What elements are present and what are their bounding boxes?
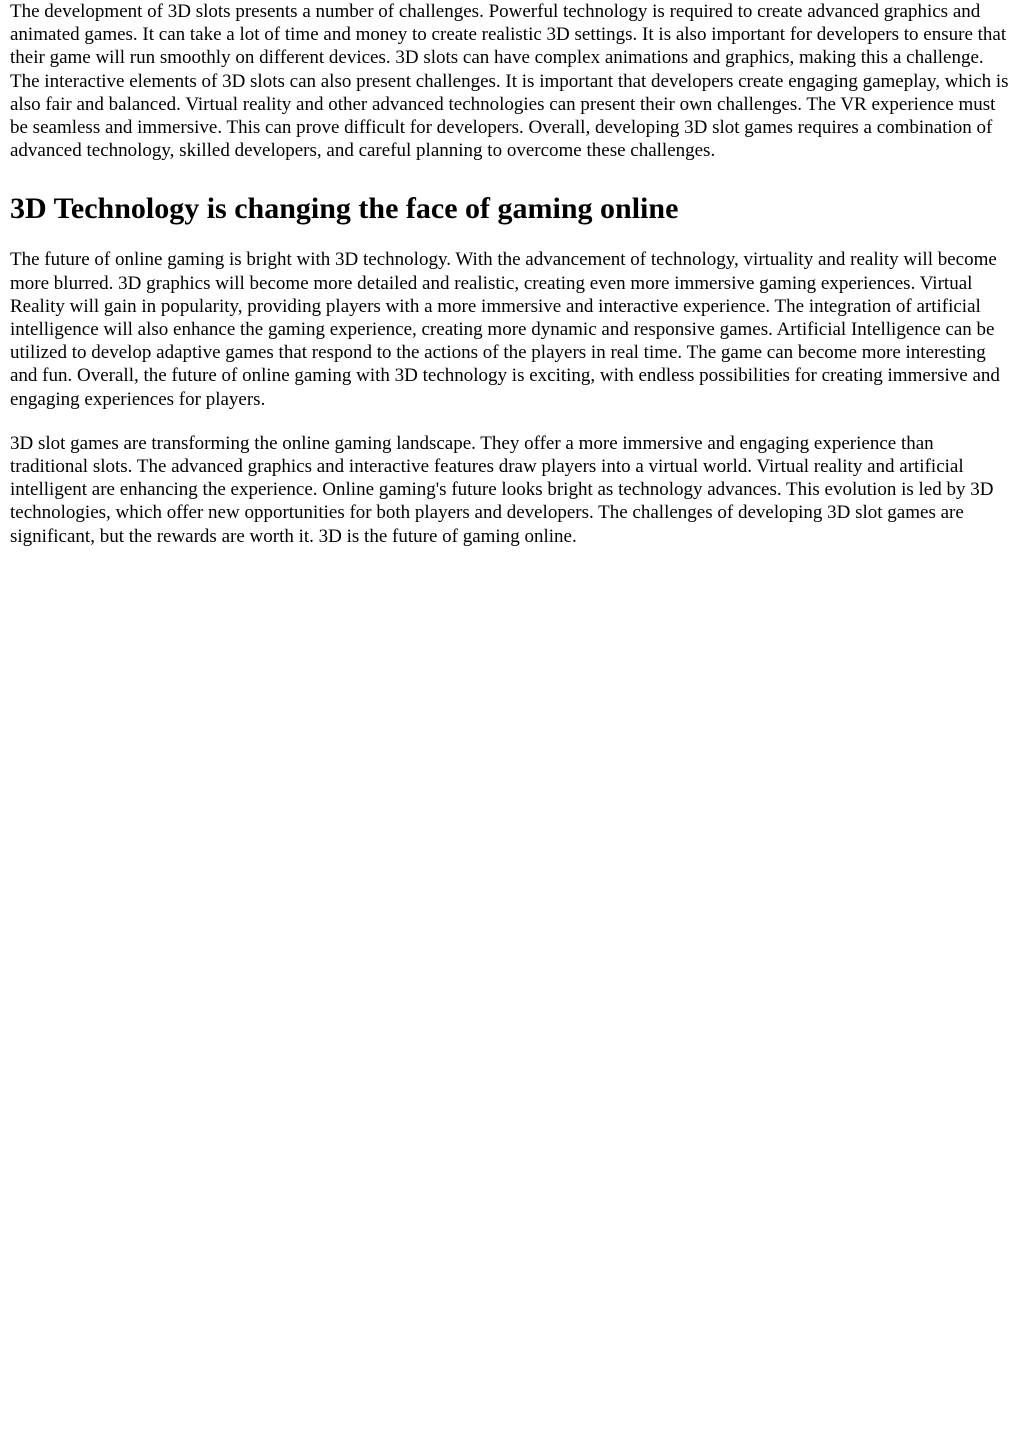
- conclusion-paragraph: 3D slot games are transforming the online gaming landscape. They offer a more immersive and engaging experience than traditional slots. The advanced graphics and interactive features draw players into a virtual world. Virtual reality and artificial intelligent are enhancing the experience. Online gaming's future looks bright as technology advances. This evolution is led by 3D technologies, which offer new opportunities for both players and developers. The challenges of developing 3D slot games are significant, but the rewards are worth it. 3D is the future of gaming online.: [10, 432, 994, 547]
- section-heading: 3D Technology is changing the face of gaming online: [10, 192, 679, 226]
- future-paragraph: The future of online gaming is bright with 3D technology. With the advancement of technology, virtuality and reality will become more blurred. 3D graphics will become more detailed and realistic, creating even more immersive gaming experiences. Virtual Reality will gain in popularity, providing players with a more immersive and interactive experience. The integration of artificial intelligence will also enhance the gaming experience, creating more dynamic and responsive games. Artificial Intelligence can be utilized to develop adaptive games that respond to the actions of the players in real time. The game can become more interesting and fun. Overall, the future of online gaming with 3D technology is exciting, with endless possibilities for creating immersive and engaging experiences for players.: [10, 249, 1000, 410]
- article-body: [10, 0, 1016, 548]
- intro-paragraph: The development of 3D slots presents a number of challenges. Powerful technology is required to create advanced graphics and animated games. It can take a lot of time and money to create realistic 3D settings. It is also important for developers to ensure that their game will run smoothly on different devices. 3D slots can have complex animations and graphics, making this a challenge. The interactive elements of 3D slots can also present challenges. It is important that developers create engaging gameplay, which is also fair and balanced. Virtual reality and other advanced technologies can present their own challenges. The VR experience must be seamless and immersive. This can prove difficult for developers. Overall, developing 3D slot games requires a combination of advanced technology, skilled developers, and careful planning to overcome these challenges.: [10, 1, 1009, 162]
